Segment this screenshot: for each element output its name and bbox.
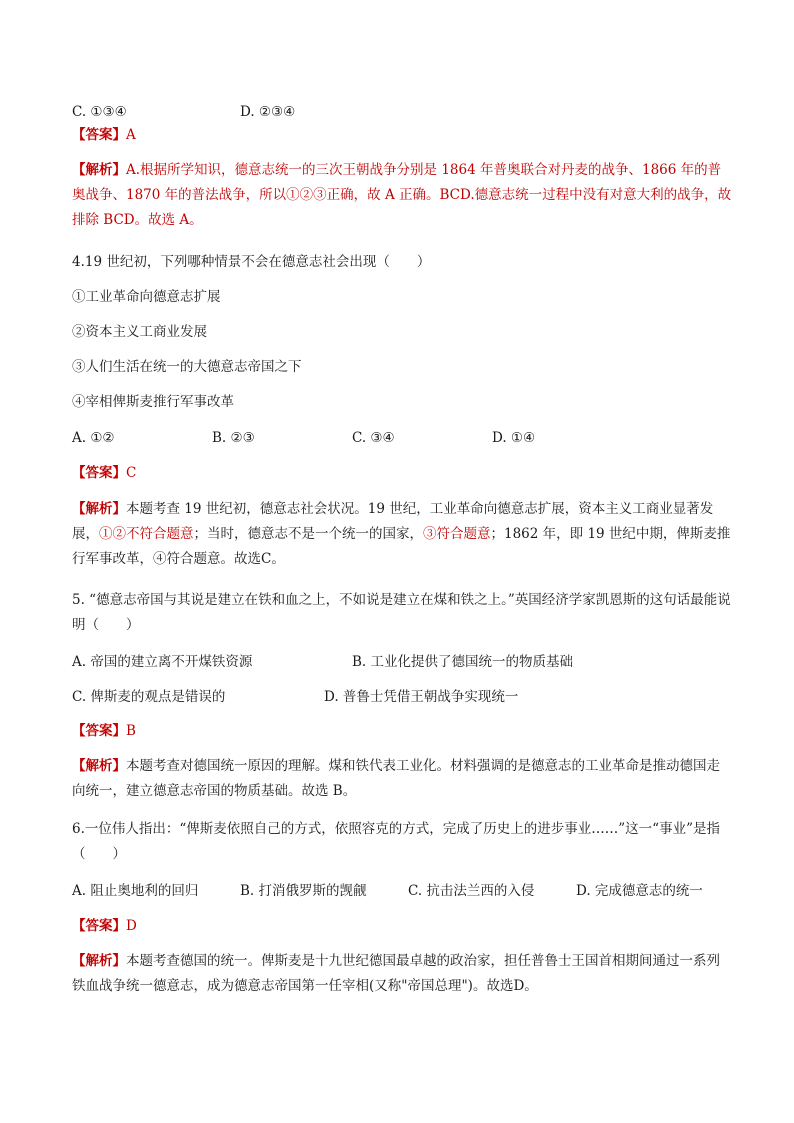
answer-value: D bbox=[126, 918, 137, 934]
q3-analysis bbox=[72, 158, 732, 233]
q4-answer bbox=[72, 462, 732, 484]
analysis-text: ；1862 年，即 19 世纪中期，俾斯麦推行军事改革，④符合题意。故选C。 bbox=[72, 526, 731, 567]
q6-option-c: C. 抗击法兰西的入侵 bbox=[408, 883, 535, 899]
q3-answer bbox=[72, 124, 732, 146]
q6-analysis bbox=[72, 949, 732, 999]
q5-option-a: A. 帝国的建立离不开煤铁资源 bbox=[72, 654, 253, 670]
q6-option-a: A. 阻止奥地利的回归 bbox=[72, 883, 199, 899]
answer-tag: 【答案】 bbox=[72, 723, 126, 739]
q4-item-2: ②资本主义工商业发展 bbox=[72, 324, 207, 340]
analysis-tag: 【解析】 bbox=[72, 162, 126, 178]
analysis-tag: 【解析】 bbox=[72, 758, 126, 774]
analysis-text: 本题考查德国的统一。俾斯麦是十九世纪德国最卓越的政治家，担任普鲁士王国首相期间通过一系列铁血战争统一德意志，成为德意志帝国第一任宰相(又称"帝国总理")。故选D。 bbox=[72, 953, 720, 994]
q3-option-c: C. ①③④ bbox=[72, 104, 127, 120]
q6-option-d: D. 完成德意志的统一 bbox=[576, 883, 703, 899]
analysis-text: 本题考查 19 世纪初，德意志社会状况。19 世纪，工业革命向德意志扩展，资本主义工商业显著发展， bbox=[72, 501, 714, 542]
q5-answer bbox=[72, 720, 732, 742]
analysis-text: 正确，故 A 正确。BCD.德意志统一过程中没有对意大利的战争，故排除 BCD。故选 A。 bbox=[72, 187, 732, 228]
q4-option-c: C. ③④ bbox=[352, 430, 395, 446]
q4-option-b: B. ②③ bbox=[212, 430, 255, 446]
q4-stem: 4.19 世纪初，下列哪种情景不会在德意志社会出现（ ） bbox=[72, 254, 431, 270]
q5-option-c: C. 俾斯麦的观点是错误的 bbox=[72, 689, 226, 705]
q4-item-1: ①工业革命向德意志扩展 bbox=[72, 289, 221, 305]
analysis-text: A.根据所学知识，德意志统一的三次王朝战争分别是 1864 年普奥联合对丹麦的战争、1866 年的普奥战争、1870 年的普法战争，所以 bbox=[72, 162, 722, 203]
answer-value: A bbox=[126, 127, 136, 143]
analysis-text-highlight: ③符合题意 bbox=[423, 526, 491, 542]
analysis-tag: 【解析】 bbox=[72, 501, 126, 517]
answer-tag: 【答案】 bbox=[72, 918, 126, 934]
q4-option-d: D. ①④ bbox=[492, 430, 536, 446]
q4-analysis bbox=[72, 497, 732, 572]
q4-item-4: ④宰相俾斯麦推行军事改革 bbox=[72, 394, 234, 410]
q5-option-d: D. 普鲁士凭借王朝战争实现统一 bbox=[324, 689, 519, 705]
answer-value: B bbox=[126, 723, 136, 739]
q6-answer bbox=[72, 915, 732, 937]
q6-stem: 6.一位伟人指出：“俾斯麦依照自己的方式，依照容克的方式，完成了历史上的进步事业……”这一“事业”是指（ ） bbox=[72, 821, 720, 862]
analysis-text-highlight: ①②不符合题意 bbox=[99, 526, 194, 542]
answer-tag: 【答案】 bbox=[72, 465, 126, 481]
analysis-text: 本题考查对德国统一原因的理解。煤和铁代表工业化。材料强调的是德意志的工业革命是推动德国走向统一，建立德意志帝国的物质基础。故选 B。 bbox=[72, 758, 720, 799]
analysis-tag: 【解析】 bbox=[72, 953, 126, 969]
q5-analysis bbox=[72, 754, 732, 804]
answer-tag: 【答案】 bbox=[72, 127, 126, 143]
q5-stem: 5. “德意志帝国与其说是建立在铁和血之上，不如说是建立在煤和铁之上。”英国经济学家凯恩斯的这句话最能说明（ ） bbox=[72, 592, 731, 633]
analysis-text: ；当时，德意志不是一个统一的国家， bbox=[193, 526, 423, 542]
analysis-text-highlight: ①②③ bbox=[286, 187, 327, 203]
q3-option-d: D. ②③④ bbox=[240, 104, 296, 120]
q4-item-3: ③人们生活在统一的大德意志帝国之下 bbox=[72, 359, 302, 375]
q4-option-a: A. ①② bbox=[72, 430, 115, 446]
answer-value: C bbox=[126, 465, 137, 481]
q5-option-b: B. 工业化提供了德国统一的物质基础 bbox=[352, 654, 574, 670]
q6-option-b: B. 打消俄罗斯的觊觎 bbox=[240, 883, 367, 899]
